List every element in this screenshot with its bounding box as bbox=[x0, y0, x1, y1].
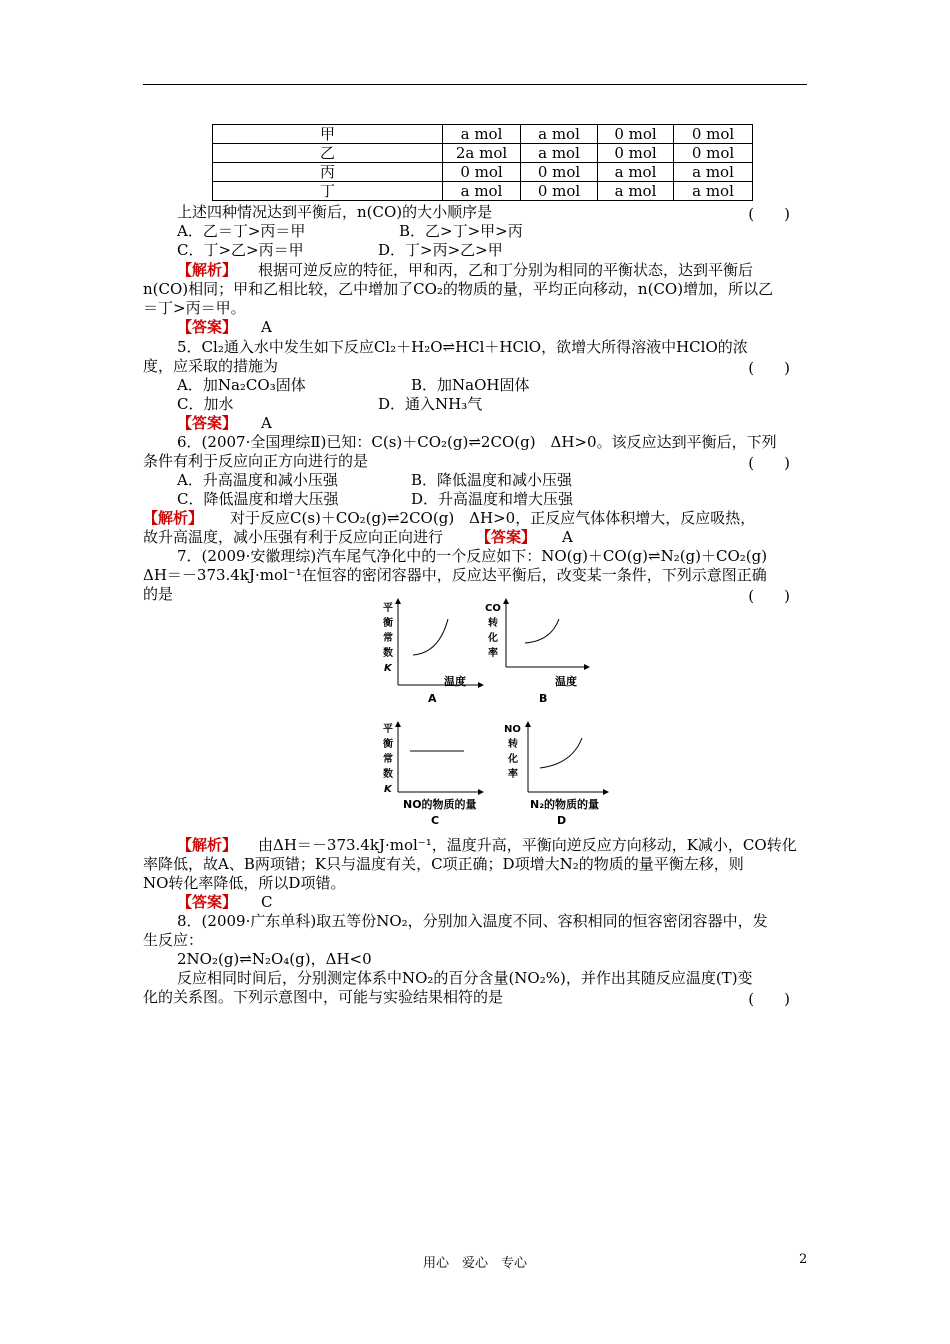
option-a: A．乙＝丁>丙＝甲 bbox=[177, 222, 306, 240]
question-stem: 上述四种情况达到平衡后，n(CO)的大小顺序是 bbox=[177, 203, 493, 221]
answer-value: A bbox=[261, 318, 272, 336]
table-cell: a mol bbox=[598, 182, 674, 201]
y-label-char: 数 bbox=[383, 648, 393, 659]
table-cell: 0 mol bbox=[674, 125, 753, 144]
analysis-text: 对于反应C(s)＋CO₂(g)⇌2CO(g) ΔH>0，正反应气体体积增大，反应吸热， bbox=[230, 509, 756, 527]
y-label-char: 化 bbox=[508, 754, 518, 765]
y-label-char: 平 bbox=[383, 724, 393, 735]
answer-blank: ( ) bbox=[748, 359, 790, 377]
page-footer: 用心 爱心 专心 bbox=[422, 1256, 527, 1271]
header-rule bbox=[143, 84, 807, 85]
table-cell: 0 mol bbox=[674, 144, 753, 163]
table-cell: a mol bbox=[674, 182, 753, 201]
y-label-char: 转 bbox=[508, 739, 518, 750]
option-d: D．丁>丙>乙>甲 bbox=[378, 241, 503, 259]
graph-letter: C bbox=[431, 814, 440, 827]
table-row bbox=[213, 182, 753, 201]
table-row bbox=[213, 163, 753, 182]
x-axis-label: N₂的物质的量 bbox=[530, 798, 600, 811]
table-cell: 乙 bbox=[213, 144, 443, 163]
table-cell: a mol bbox=[521, 144, 598, 163]
analysis-text: 故升高温度，减小压强有利于反应向正向进行 bbox=[143, 528, 444, 546]
table-cell: a mol bbox=[598, 163, 674, 182]
table-cell: a mol bbox=[674, 163, 753, 182]
graph-d bbox=[500, 718, 612, 798]
question-stem: 生反应： bbox=[143, 931, 204, 949]
table-cell: 0 mol bbox=[521, 182, 598, 201]
option-b: B．降低温度和减小压强 bbox=[411, 471, 573, 489]
analysis-text: 率降低，故A、B两项错；K只与温度有关，C项正确；D项增大N₂的物质的量平衡左移，则 bbox=[143, 855, 744, 873]
analysis-label: 【解析】 bbox=[143, 509, 204, 527]
table-row bbox=[213, 144, 753, 163]
y-label-char: 平 bbox=[383, 603, 393, 614]
answer-value: A bbox=[562, 528, 573, 546]
question-stem: 的是 bbox=[143, 585, 174, 603]
curve-a bbox=[413, 619, 448, 655]
initial-amounts-table bbox=[212, 124, 753, 201]
curve-b bbox=[525, 619, 559, 643]
y-label-char: CO bbox=[485, 603, 501, 614]
answer-blank: ( ) bbox=[748, 990, 790, 1008]
question-stem: 7．(2009·安徽理综)汽车尾气净化中的一个反应如下：NO(g)＋CO(g)⇌N₂(g)＋CO₂(g) bbox=[177, 547, 768, 565]
answer-label: 【答案】 bbox=[177, 414, 238, 432]
table-cell: 0 mol bbox=[521, 163, 598, 182]
question-stem: 8．(2009·广东单科)取五等份NO₂，分别加入温度不同、容积相同的恒容密闭容器中，发 bbox=[177, 912, 768, 930]
table-cell: 甲 bbox=[213, 125, 443, 144]
x-axis-label: 温度 bbox=[555, 675, 577, 688]
answer-value: C bbox=[261, 893, 273, 911]
y-label-char: 率 bbox=[488, 648, 498, 659]
question-stem: 反应相同时间后，分别测定体系中NO₂的百分含量(NO₂%)，并作出其随反应温度(T)变 bbox=[177, 969, 753, 987]
table-cell: a mol bbox=[521, 125, 598, 144]
option-c: C．加水 bbox=[177, 395, 234, 413]
question-stem: ΔH＝－373.4kJ·mol⁻¹在恒容的密闭容器中，反应达平衡后，改变某一条件，下列示意图正确 bbox=[143, 566, 767, 584]
x-axis-label: 温度 bbox=[444, 675, 466, 688]
answer-blank: ( ) bbox=[748, 454, 790, 472]
table-cell: a mol bbox=[443, 182, 521, 201]
graph-letter: D bbox=[557, 814, 567, 827]
answer-blank: ( ) bbox=[748, 587, 790, 605]
table-cell: 0 mol bbox=[443, 163, 521, 182]
question-stem: 5．Cl₂通入水中发生如下反应Cl₂＋H₂O⇌HCl＋HClO，欲增大所得溶液中HClO的浓 bbox=[177, 338, 748, 356]
question-stem: 化的关系图。下列示意图中，可能与实验结果相符的是 bbox=[143, 988, 504, 1006]
y-label-char: 常 bbox=[383, 633, 393, 644]
answer-label: 【答案】 bbox=[177, 318, 238, 336]
table-cell: 0 mol bbox=[598, 144, 674, 163]
y-label-char: 常 bbox=[383, 754, 393, 765]
reaction-equation: 2NO₂(g)⇌N₂O₄(g)，ΔH<0 bbox=[177, 950, 372, 968]
answer-blank: ( ) bbox=[748, 205, 790, 223]
analysis-label: 【解析】 bbox=[177, 836, 238, 854]
option-b: B．乙>丁>甲>丙 bbox=[399, 222, 523, 240]
y-label-char: 数 bbox=[383, 769, 393, 780]
analysis-text: ＝丁>丙＝甲。 bbox=[143, 299, 246, 317]
option-a: A．升高温度和减小压强 bbox=[177, 471, 338, 489]
graph-c bbox=[375, 718, 487, 798]
analysis-text: 根据可逆反应的特征，甲和丙，乙和丁分别为相同的平衡状态，达到平衡后 bbox=[258, 261, 754, 279]
graph-letter: B bbox=[539, 692, 548, 705]
page-number: 2 bbox=[799, 1252, 808, 1267]
table-cell: 丁 bbox=[213, 182, 443, 201]
question-stem: 度，应采取的措施为 bbox=[143, 357, 279, 375]
y-label-char: 化 bbox=[488, 633, 498, 644]
graph-letter: A bbox=[428, 692, 437, 705]
analysis-text: 由ΔH＝－373.4kJ·mol⁻¹，温度升高，平衡向逆反应方向移动，K减小，CO转化 bbox=[258, 836, 797, 854]
option-d: D．通入NH₃气 bbox=[378, 395, 483, 413]
x-axis-label: NO的物质的量 bbox=[403, 798, 477, 811]
y-label-char: 率 bbox=[508, 769, 518, 780]
y-label-char: 衡 bbox=[383, 739, 393, 750]
analysis-text: n(CO)相同；甲和乙相比较，乙中增加了CO₂的物质的量，平均正向移动，n(CO)增加，所以乙 bbox=[143, 280, 774, 298]
answer-label: 【答案】 bbox=[177, 893, 238, 911]
table-cell: a mol bbox=[443, 125, 521, 144]
answer-value: A bbox=[261, 414, 272, 432]
table-cell: 2a mol bbox=[443, 144, 521, 163]
answer-label: 【答案】 bbox=[476, 528, 537, 546]
table-cell: 丙 bbox=[213, 163, 443, 182]
option-c: C．丁>乙>丙＝甲 bbox=[177, 241, 304, 259]
option-b: B．加NaOH固体 bbox=[411, 376, 530, 394]
analysis-text: NO转化率降低，所以D项错。 bbox=[143, 874, 346, 892]
option-a: A．加Na₂CO₃固体 bbox=[177, 376, 306, 394]
table-row bbox=[213, 125, 753, 144]
y-label-char: NO bbox=[504, 724, 521, 735]
y-label-char: 转 bbox=[488, 618, 498, 629]
option-c: C．降低温度和增大压强 bbox=[177, 490, 339, 508]
analysis-label: 【解析】 bbox=[177, 261, 238, 279]
question-stem: 6．(2007·全国理综Ⅱ)已知：C(s)＋CO₂(g)⇌2CO(g) ΔH>0。该反应达到平衡后，下列 bbox=[177, 433, 777, 451]
option-d: D．升高温度和增大压强 bbox=[411, 490, 574, 508]
y-label-char: K bbox=[384, 663, 392, 674]
y-label-char: K bbox=[384, 784, 392, 795]
curve-d bbox=[540, 738, 582, 768]
question-stem: 条件有利于反应向正方向进行的是 bbox=[143, 452, 369, 470]
table-cell: 0 mol bbox=[598, 125, 674, 144]
y-label-char: 衡 bbox=[383, 618, 393, 629]
